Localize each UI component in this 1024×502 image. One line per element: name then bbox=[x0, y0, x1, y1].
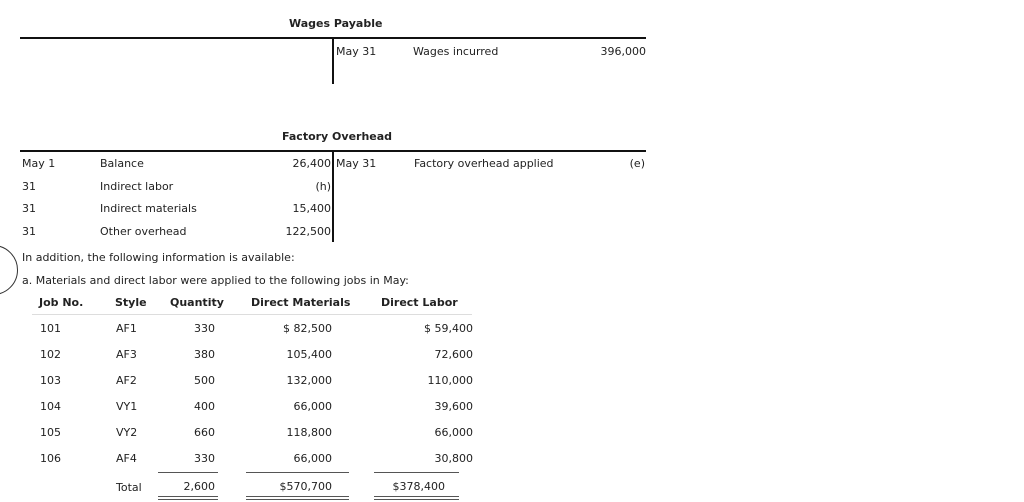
cell-quantity: 330 bbox=[194, 322, 215, 335]
cell-direct-labor: 110,000 bbox=[427, 374, 473, 387]
cell-direct-materials: 132,000 bbox=[286, 374, 332, 387]
debit-amount: 15,400 bbox=[292, 202, 331, 215]
debit-amount: 122,500 bbox=[285, 225, 331, 238]
total-rule-quantity bbox=[158, 472, 218, 473]
header-job-no: Job No. bbox=[39, 296, 84, 309]
factory-overhead-title: Factory Overhead bbox=[282, 130, 393, 143]
debit-desc: Indirect labor bbox=[100, 180, 174, 193]
cell-job-no: 103 bbox=[40, 374, 61, 387]
debit-amount: (h) bbox=[315, 180, 331, 193]
header-direct-labor: Direct Labor bbox=[381, 296, 458, 309]
debit-date: 31 bbox=[22, 180, 36, 193]
cell-direct-labor: 72,600 bbox=[434, 348, 473, 361]
total-rule-labor bbox=[374, 472, 459, 473]
cell-style: VY1 bbox=[116, 400, 138, 413]
total-label: Total bbox=[116, 481, 142, 494]
cell-style: AF3 bbox=[116, 348, 137, 361]
cell-job-no: 106 bbox=[40, 452, 61, 465]
debit-desc: Indirect materials bbox=[100, 202, 197, 215]
factory-overhead-credit-amount: (e) bbox=[629, 157, 645, 170]
debit-desc: Other overhead bbox=[100, 225, 187, 238]
cell-style: AF4 bbox=[116, 452, 137, 465]
header-style: Style bbox=[115, 296, 147, 309]
total-direct-materials: $570,700 bbox=[279, 480, 332, 493]
total-double-rule-labor bbox=[374, 496, 459, 497]
cell-direct-labor: $ 59,400 bbox=[424, 322, 473, 335]
cell-direct-labor: 30,800 bbox=[434, 452, 473, 465]
factory-overhead-divider bbox=[332, 151, 334, 242]
header-separator bbox=[32, 314, 472, 315]
cell-style: AF1 bbox=[116, 322, 137, 335]
header-quantity: Quantity bbox=[170, 296, 224, 309]
cell-direct-materials: 105,400 bbox=[286, 348, 332, 361]
cell-direct-materials: 66,000 bbox=[293, 400, 332, 413]
info-item-a: a. Materials and direct labor were applied to the following jobs in May: bbox=[22, 274, 409, 287]
factory-overhead-credit-desc: Factory overhead applied bbox=[414, 157, 554, 170]
total-rule-materials bbox=[246, 472, 349, 473]
wages-payable-credit-desc: Wages incurred bbox=[413, 45, 499, 58]
wages-payable-credit-amount: 396,000 bbox=[600, 45, 646, 58]
cell-direct-labor: 39,600 bbox=[434, 400, 473, 413]
wages-payable-title: Wages Payable bbox=[289, 17, 383, 30]
cell-quantity: 660 bbox=[194, 426, 215, 439]
total-double-rule-materials-2 bbox=[246, 499, 349, 500]
total-double-rule-quantity bbox=[158, 496, 218, 497]
cell-quantity: 400 bbox=[194, 400, 215, 413]
total-double-rule-materials bbox=[246, 496, 349, 497]
cell-direct-materials: 118,800 bbox=[286, 426, 332, 439]
cell-direct-materials: $ 82,500 bbox=[283, 322, 332, 335]
wages-payable-credit-date: May 31 bbox=[336, 45, 377, 58]
partial-circle-marker bbox=[0, 245, 18, 295]
total-double-rule-quantity-2 bbox=[158, 499, 218, 500]
cell-style: AF2 bbox=[116, 374, 137, 387]
info-intro: In addition, the following information is available: bbox=[22, 251, 295, 264]
total-direct-labor: $378,400 bbox=[392, 480, 445, 493]
header-direct-materials: Direct Materials bbox=[251, 296, 351, 309]
cell-direct-materials: 66,000 bbox=[293, 452, 332, 465]
total-quantity: 2,600 bbox=[183, 480, 215, 493]
cell-quantity: 380 bbox=[194, 348, 215, 361]
cell-job-no: 102 bbox=[40, 348, 61, 361]
cell-job-no: 105 bbox=[40, 426, 61, 439]
debit-amount: 26,400 bbox=[292, 157, 331, 170]
cell-quantity: 330 bbox=[194, 452, 215, 465]
cell-style: VY2 bbox=[116, 426, 138, 439]
debit-desc: Balance bbox=[100, 157, 144, 170]
cell-job-no: 104 bbox=[40, 400, 61, 413]
cell-quantity: 500 bbox=[194, 374, 215, 387]
wages-payable-divider bbox=[332, 38, 334, 84]
debit-date: 31 bbox=[22, 202, 36, 215]
cell-job-no: 101 bbox=[40, 322, 61, 335]
debit-date: May 1 bbox=[22, 157, 56, 170]
factory-overhead-credit-date: May 31 bbox=[336, 157, 377, 170]
debit-date: 31 bbox=[22, 225, 36, 238]
total-double-rule-labor-2 bbox=[374, 499, 459, 500]
cell-direct-labor: 66,000 bbox=[434, 426, 473, 439]
